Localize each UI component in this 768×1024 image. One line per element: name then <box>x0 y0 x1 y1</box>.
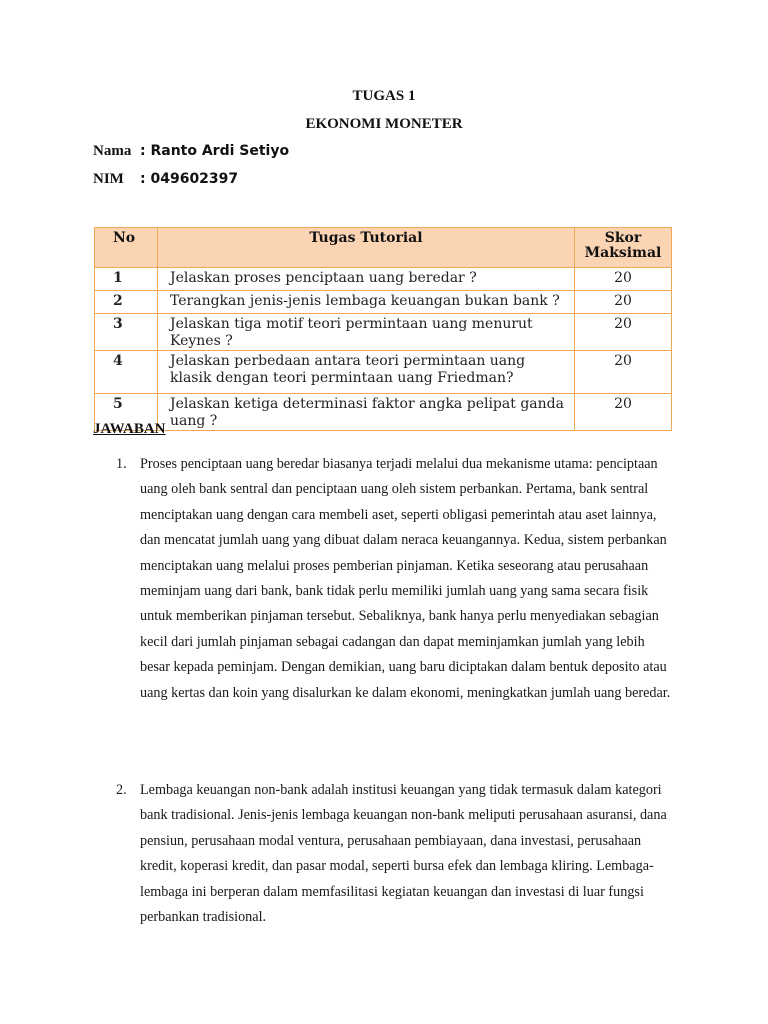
task-table <box>94 227 672 431</box>
row-score: 20 <box>575 268 672 291</box>
table-header-row <box>95 228 672 268</box>
answer-item <box>116 452 676 706</box>
name-label: Nama <box>93 143 132 159</box>
row-no: 4 <box>95 351 158 394</box>
row-score: 20 <box>575 291 672 314</box>
table-row <box>95 268 672 291</box>
row-task: Jelaskan ketiga determinasi faktor angka pelipat ganda uang ? <box>158 394 575 431</box>
answer-item <box>116 778 676 930</box>
row-task: Jelaskan tiga motif teori permintaan uang menurut Keynes ? <box>158 314 575 351</box>
header-task: Tugas Tutorial <box>158 228 575 268</box>
table-row <box>95 291 672 314</box>
answer-number: 2. <box>116 782 127 798</box>
student-name-row <box>93 143 289 160</box>
row-score: 20 <box>575 351 672 394</box>
table-row <box>95 394 672 431</box>
answer-text: Proses penciptaan uang beredar biasanya terjadi melalui dua mekanisme utama: penciptaan uang oleh bank sentral dan penciptaan uang oleh sistem perbankan. Pertama, bank sentral menciptakan uang dengan cara membeli aset, seperti obligasi pemerintah atau aset lainnya, dan mencatat jumlah uang yang dibuat dalam neraca keuangannya. Kedua, sistem perbankan menciptakan uang melalui proses pemberian pinjaman. Ketika seseorang atau perusahaan meminjam uang dari bank, bank tidak perlu memiliki jumlah uang yang sama secara fisik untuk memberikan pinjaman tersebut. Sebaliknya, bank hanya perlu menyediakan sebagian kecil dari jumlah pinjaman sebagai cadangan dan dapat meminjamkan jumlah yang lebih besar kepada peminjam. Dengan demikian, uang baru diciptakan dalam bentuk deposito atau uang kertas dan koin yang disalurkan ke dalam ekonomi, meningkatkan jumlah uang beredar. <box>140 456 671 701</box>
table-row <box>95 351 672 394</box>
answer-number: 1. <box>116 456 127 472</box>
table-row <box>95 314 672 351</box>
nim-label: NIM <box>93 171 124 187</box>
student-id-row <box>93 171 238 188</box>
row-no: 1 <box>95 268 158 291</box>
answer-text: Lembaga keuangan non-bank adalah institusi keuangan yang tidak termasuk dalam kategori bank tradisional. Jenis-jenis lembaga keuangan non-bank meliputi perusahaan asuransi, dana pensiun, perusahaan modal ventura, perusahaan pembiayaan, dana investasi, perusahaan kredit, koperasi kredit, dan pasar modal, seperti bursa efek dan lembaga kliring. Lembaga-lembaga ini berperan dalam memfasilitasi kegiatan keuangan dan investasi di luar fungsi perbankan tradisional. <box>140 782 667 926</box>
row-score: 20 <box>575 394 672 431</box>
header-score: Skor Maksimal <box>575 228 672 268</box>
row-score: 20 <box>575 314 672 351</box>
row-no: 5 <box>95 394 158 431</box>
row-task: Jelaskan perbedaan antara teori permintaan uang klasik dengan teori permintaan uang Friedman? <box>158 351 575 394</box>
nim-value: : 049602397 <box>140 171 239 187</box>
row-task: Jelaskan proses penciptaan uang beredar ? <box>158 268 575 291</box>
row-no: 2 <box>95 291 158 314</box>
answers-heading: JAWABAN <box>93 421 166 437</box>
document-title: TUGAS 1 <box>352 88 416 104</box>
row-no: 3 <box>95 314 158 351</box>
row-task: Terangkan jenis-jenis lembaga keuangan bukan bank ? <box>158 291 575 314</box>
name-value: : Ranto Ardi Setiyo <box>140 143 290 159</box>
header-no: No <box>95 228 158 268</box>
document-subtitle: EKONOMI MONETER <box>305 116 463 132</box>
